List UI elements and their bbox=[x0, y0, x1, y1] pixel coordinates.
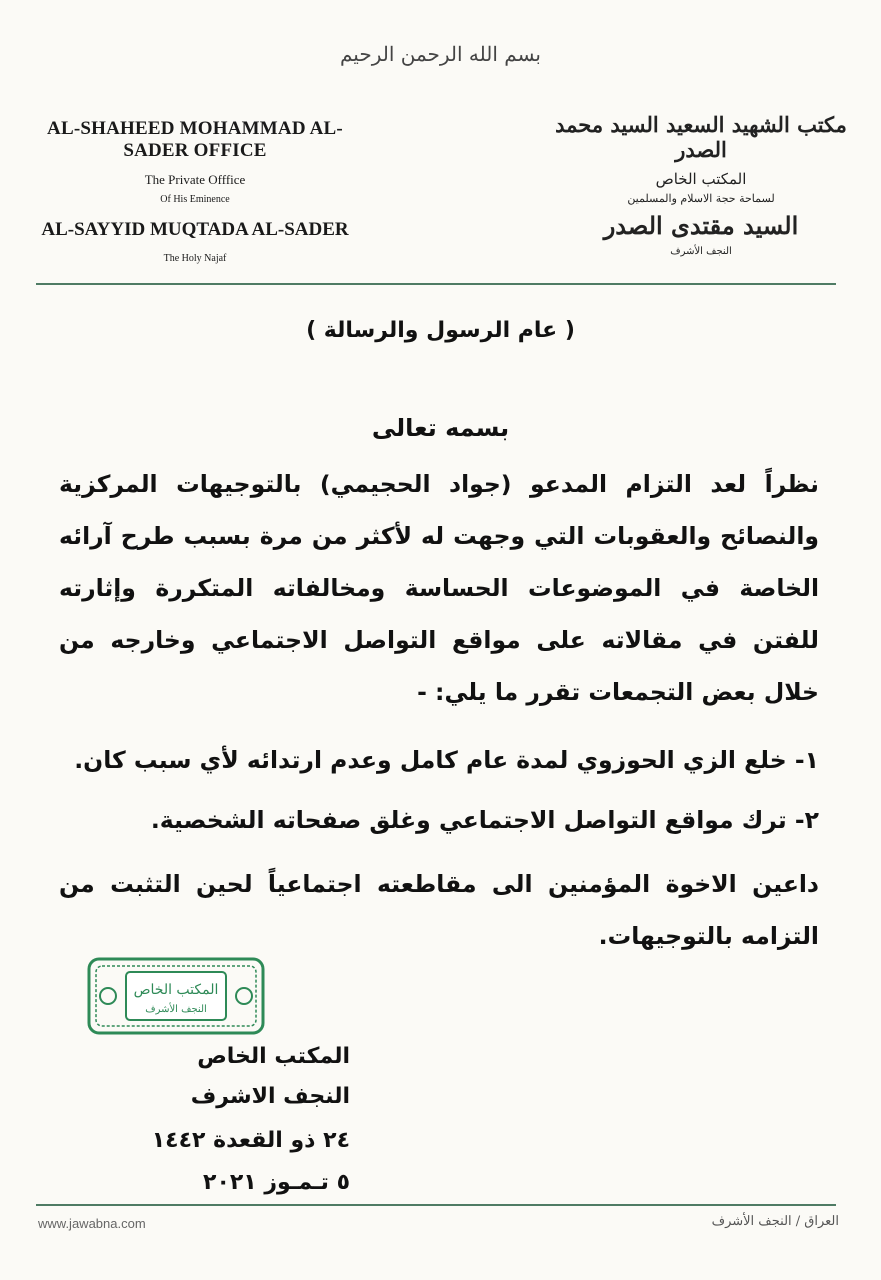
letterhead-arabic bbox=[551, 112, 851, 257]
sayyid-name-en: AL-SAYYID MUQTADA AL-SADER bbox=[41, 219, 349, 240]
decision-item-2: ٢- ترك مواقع التواصل الاجتماعي وغلق صفحاته الشخصية. bbox=[150, 806, 819, 834]
office-name-en: AL-SHAHEED MOHAMMAD AL-SADER OFFICE bbox=[47, 118, 343, 161]
footer-divider bbox=[36, 1204, 836, 1206]
city-ar: النجف الأشرف bbox=[670, 246, 732, 257]
private-office-en: The Private Offfice bbox=[144, 172, 246, 187]
office-stamp bbox=[86, 956, 266, 1036]
signature-city: النجف الاشرف bbox=[190, 1084, 350, 1109]
eminence-en: Of His Eminence bbox=[160, 194, 230, 205]
eminence-ar: لسماحة حجة الاسلام والمسلمين bbox=[627, 192, 775, 205]
office-name-ar: مكتب الشهيد السعيد السيد محمد الصدر bbox=[555, 112, 847, 162]
stamp-line-1: المكتب الخاص bbox=[133, 982, 219, 998]
hijri-date: ٢٤ ذو القعدة ١٤٤٢ bbox=[151, 1128, 350, 1153]
besm-heading: بسمه تعالى bbox=[371, 414, 510, 442]
sayyid-name-ar: السيد مقتدى الصدر bbox=[603, 211, 799, 240]
letterhead-english bbox=[30, 118, 360, 264]
basmala: بسم الله الرحمن الرحيم bbox=[339, 42, 541, 66]
signature-office: المكتب الخاص bbox=[197, 1044, 350, 1069]
year-title: ( عام الرسول والرسالة ) bbox=[306, 318, 575, 343]
main-paragraph: نظراً لعد التزام المدعو (جواد الحجيمي) بالتوجيهات المركزية والنصائح والعقوبات التي وجهت له لأكثر من مرة بسبب طرح آرائه الخاصة في الموضوعات الحساسة ومخالفاته المتكررة وإثارته للفتن في مقالاته على مواقع التواصل الاجتماعي وخارجه من خلال بعض التجمعات تقرر ما يلي: - bbox=[59, 470, 819, 706]
gregorian-date: ٥ تـمـوز ٢٠٢١ bbox=[203, 1170, 350, 1195]
city-en: The Holy Najaf bbox=[163, 253, 227, 264]
header-divider bbox=[36, 283, 836, 285]
closing-paragraph: داعين الاخوة المؤمنين الى مقاطعته اجتماعياً لحين التثبت من التزامه بالتوجيهات. bbox=[59, 870, 819, 950]
footer-address: العراق / النجف الأشرف bbox=[711, 1214, 839, 1229]
private-office-ar: المكتب الخاص bbox=[655, 170, 747, 188]
decision-item-1: ١- خلع الزي الحوزوي لمدة عام كامل وعدم ارتدائه لأي سبب كان. bbox=[74, 746, 819, 774]
footer-website: www.jawabna.com bbox=[38, 1216, 146, 1231]
stamp-line-2: النجف الأشرف bbox=[145, 1004, 207, 1015]
